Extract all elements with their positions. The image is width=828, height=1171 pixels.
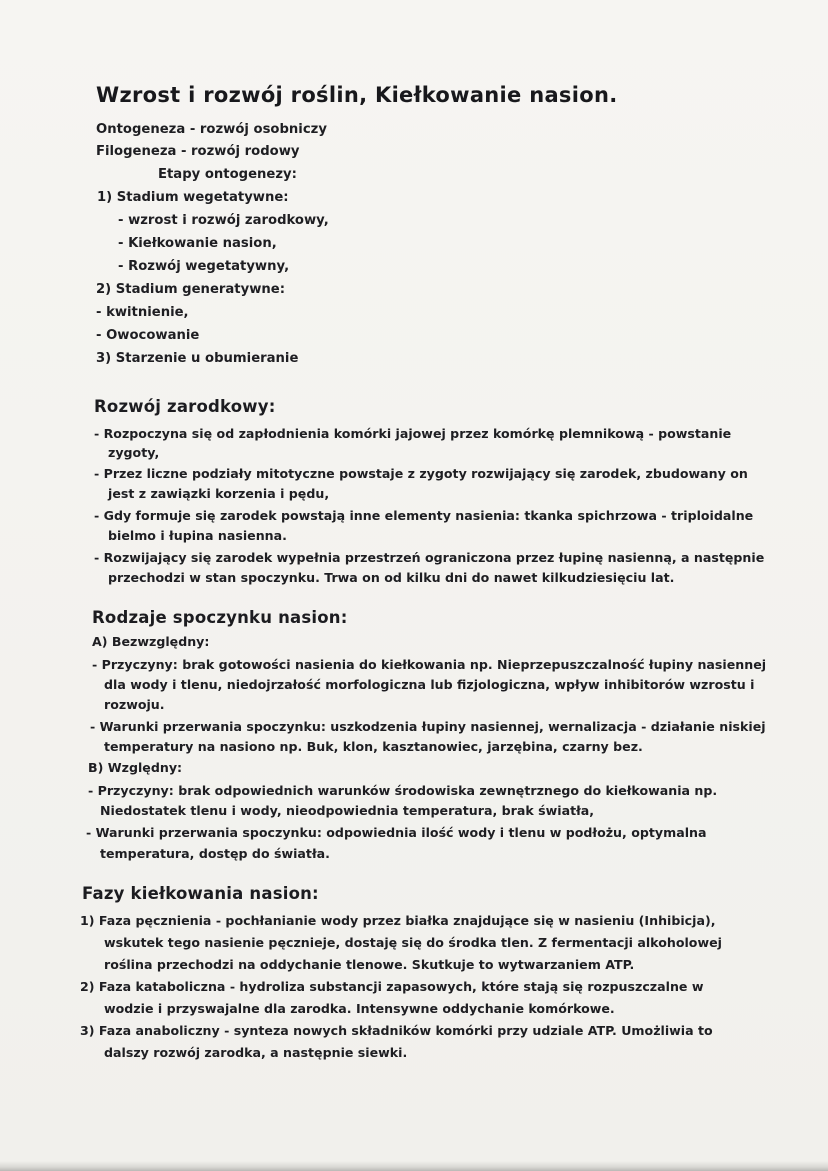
spoczynek-line: temperatury na nasiono np. Buk, klon, kasztanowiec, jarzębina, czarny bez. [104,739,643,754]
fazy-line: dalszy rozwój zarodka, a następnie siewki. [104,1045,408,1060]
rozwoj-line: przechodzi w stan spoczynku. Trwa on od kilku dni do nawet kilkudziesięciu lat. [108,570,675,585]
rozwoj-line: - Przez liczne podziały mitotyczne powstaje z zygoty rozwijający się zarodek, zbudowany on [94,466,748,481]
paper-edge-shadow [0,1161,828,1171]
spoczynek-line: - Warunki przerwania spoczynku: odpowiednia ilość wody i tlenu w podłożu, optymalna [86,825,707,840]
fazy-line: 3) Faza anaboliczny - synteza nowych składników komórki przy udziale ATP. Umożliwia to [80,1023,713,1038]
spoczynek-line: - Przyczyny: brak gotowości nasienia do kiełkowania np. Nieprzepuszczalność łupiny nasiennej [92,657,767,672]
fazy-line: wskutek tego nasienie pęcznieje, dostaję się do środka tlen. Z fermentacji alkoholowej [104,935,722,950]
rozwoj-line: - Rozpoczyna się od zapłodnienia komórki jajowej przez komórkę plemnikową - powstanie [94,426,732,441]
stage-3: 3) Starzenie u obumieranie [96,351,299,366]
stage-1-item: - Kiełkowanie nasion, [118,236,277,251]
section-heading-rozwoj: Rozwój zarodkowy: [94,397,276,416]
spoczynek-line: dla wody i tlenu, niedojrzałość morfologiczna lub fizjologiczna, wpływ inhibitorów wzrostu i [104,677,755,692]
stage-2-item: - kwitnienie, [96,305,189,320]
section-heading-fazy: Fazy kiełkowania nasion: [82,884,319,903]
rozwoj-line: - Rozwijający się zarodek wypełnia przestrzeń ograniczona przez łupinę nasienną, a następnie [94,550,765,565]
stage-1-item: - Rozwój wegetatywny, [118,259,290,274]
rozwoj-line: bielmo i łupina nasienna. [108,528,287,543]
spoczynek-line: rozwoju. [104,697,165,712]
spoczynek-line: - Przyczyny: brak odpowiednich warunków środowiska zewnętrznego do kiełkowania np. [88,783,718,798]
spoczynek-line: - Warunki przerwania spoczynku: uszkodzenia łupiny nasiennej, wernalizacja - działanie niskiej [90,719,766,734]
document-title: Wzrost i rozwój roślin, Kiełkowanie nasion. [96,83,618,107]
rozwoj-line: jest z zawiązki korzenia i pędu, [108,486,330,501]
fazy-line: roślina przechodzi na oddychanie tlenowe. Skutkuje to wytwarzaniem ATP. [104,957,635,972]
rozwoj-line: - Gdy formuje się zarodek powstają inne elementy nasienia: tkanka spichrzowa - triploidalne [94,508,754,523]
fazy-line: 2) Faza kataboliczna - hydroliza substancji zapasowych, które stają się rozpuszczalne w [80,979,704,994]
stage-2: 2) Stadium generatywne: [96,282,285,297]
rozwoj-line: zygoty, [108,445,160,460]
ontogeneza-definition: Ontogeneza - rozwój osobniczy [96,122,327,137]
section-heading-spoczynek: Rodzaje spoczynku nasion: [92,608,348,627]
spoczynek-line: Niedostatek tlenu i wody, nieodpowiednia temperatura, brak światła, [100,803,595,818]
spoczynek-line: A) Bezwzględny: [92,634,210,649]
stage-2-item: - Owocowanie [96,328,200,343]
etapy-heading: Etapy ontogenezy: [158,167,297,182]
stage-1: 1) Stadium wegetatywne: [97,190,289,205]
spoczynek-line: B) Względny: [88,760,183,775]
filogeneza-definition: Filogeneza - rozwój rodowy [96,144,300,159]
fazy-line: wodzie i przyswajalne dla zarodka. Intensywne oddychanie komórkowe. [104,1001,615,1016]
spoczynek-line: temperatura, dostęp do światła. [100,846,330,861]
fazy-line: 1) Faza pęcznienia - pochłanianie wody przez białka znajdujące się w nasieniu (Inhibicja), [80,913,716,928]
stage-1-item: - wzrost i rozwój zarodkowy, [118,213,329,228]
